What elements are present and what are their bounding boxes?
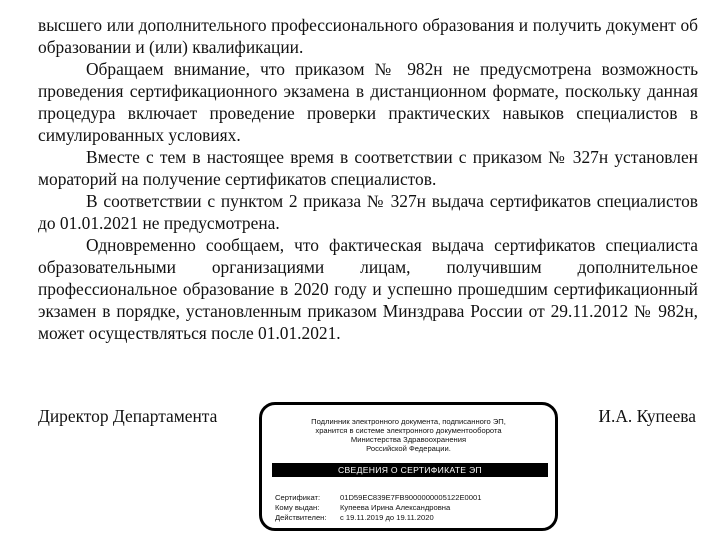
stamp-row-label: Действителен: <box>275 513 327 522</box>
stamp-row-issued-to <box>275 503 481 513</box>
stamp-header <box>262 417 555 453</box>
stamp-header-line: хранится в системе электронного документооборота <box>315 426 502 435</box>
stamp-header-line: Российской Федерации. <box>366 444 451 453</box>
stamp-row-value: с 19.11.2019 до 19.11.2020 <box>340 513 434 522</box>
stamp-banner: СВЕДЕНИЯ О СЕРТИФИКАТЕ ЭП <box>272 463 548 477</box>
signatory-position: Директор Департамента <box>38 406 218 426</box>
paragraph-1: высшего или дополнительного профессионального образования и получить документ об образовании и (или) квалификации. <box>38 15 698 57</box>
stamp-certificate-details <box>275 493 481 523</box>
stamp-header-line: Подлинник электронного документа, подписанного ЭП, <box>311 417 506 426</box>
stamp-row-label: Кому выдан: <box>275 503 320 512</box>
signatory-name: И.А. Купеева <box>598 406 696 426</box>
paragraph-5: Одновременно сообщаем, что фактическая выдача сертификатов специалиста образовательными организациями лицам, получившим дополнительное профессиональное образование в 2020 году и успешно прошедшим сертификационный экзамен в порядке, установленным приказом Минздрава России от 29.11.2012 № 982н, может осуществляться после 01.01.2021. <box>38 235 698 343</box>
electronic-signature-stamp <box>259 402 558 531</box>
stamp-row-valid <box>275 513 481 523</box>
paragraph-4: В соответствии с пунктом 2 приказа № 327н выдача сертификатов специалистов до 01.01.2021 не предусмотрена. <box>38 191 698 233</box>
stamp-row-value: Купеева Ирина Александровна <box>340 503 451 512</box>
stamp-header-line: Министерства Здравоохранения <box>350 435 467 444</box>
letter-body <box>38 14 698 344</box>
stamp-row-value: 01D59EC839E7FB9000000005122E0001 <box>340 493 482 502</box>
stamp-row-label: Сертификат: <box>275 493 321 502</box>
stamp-row-certificate <box>275 493 481 503</box>
paragraph-2: Обращаем внимание, что приказом № 982н не предусмотрена возможность проведения сертификационного экзамена в дистанционном формате, поскольку данная процедура включает проведение проверки практических навыков специалистов в симулированных условиях. <box>38 59 698 145</box>
paragraph-3: Вместе с тем в настоящее время в соответствии с приказом № 327н установлен мораторий на получение сертификатов специалистов. <box>38 147 698 189</box>
